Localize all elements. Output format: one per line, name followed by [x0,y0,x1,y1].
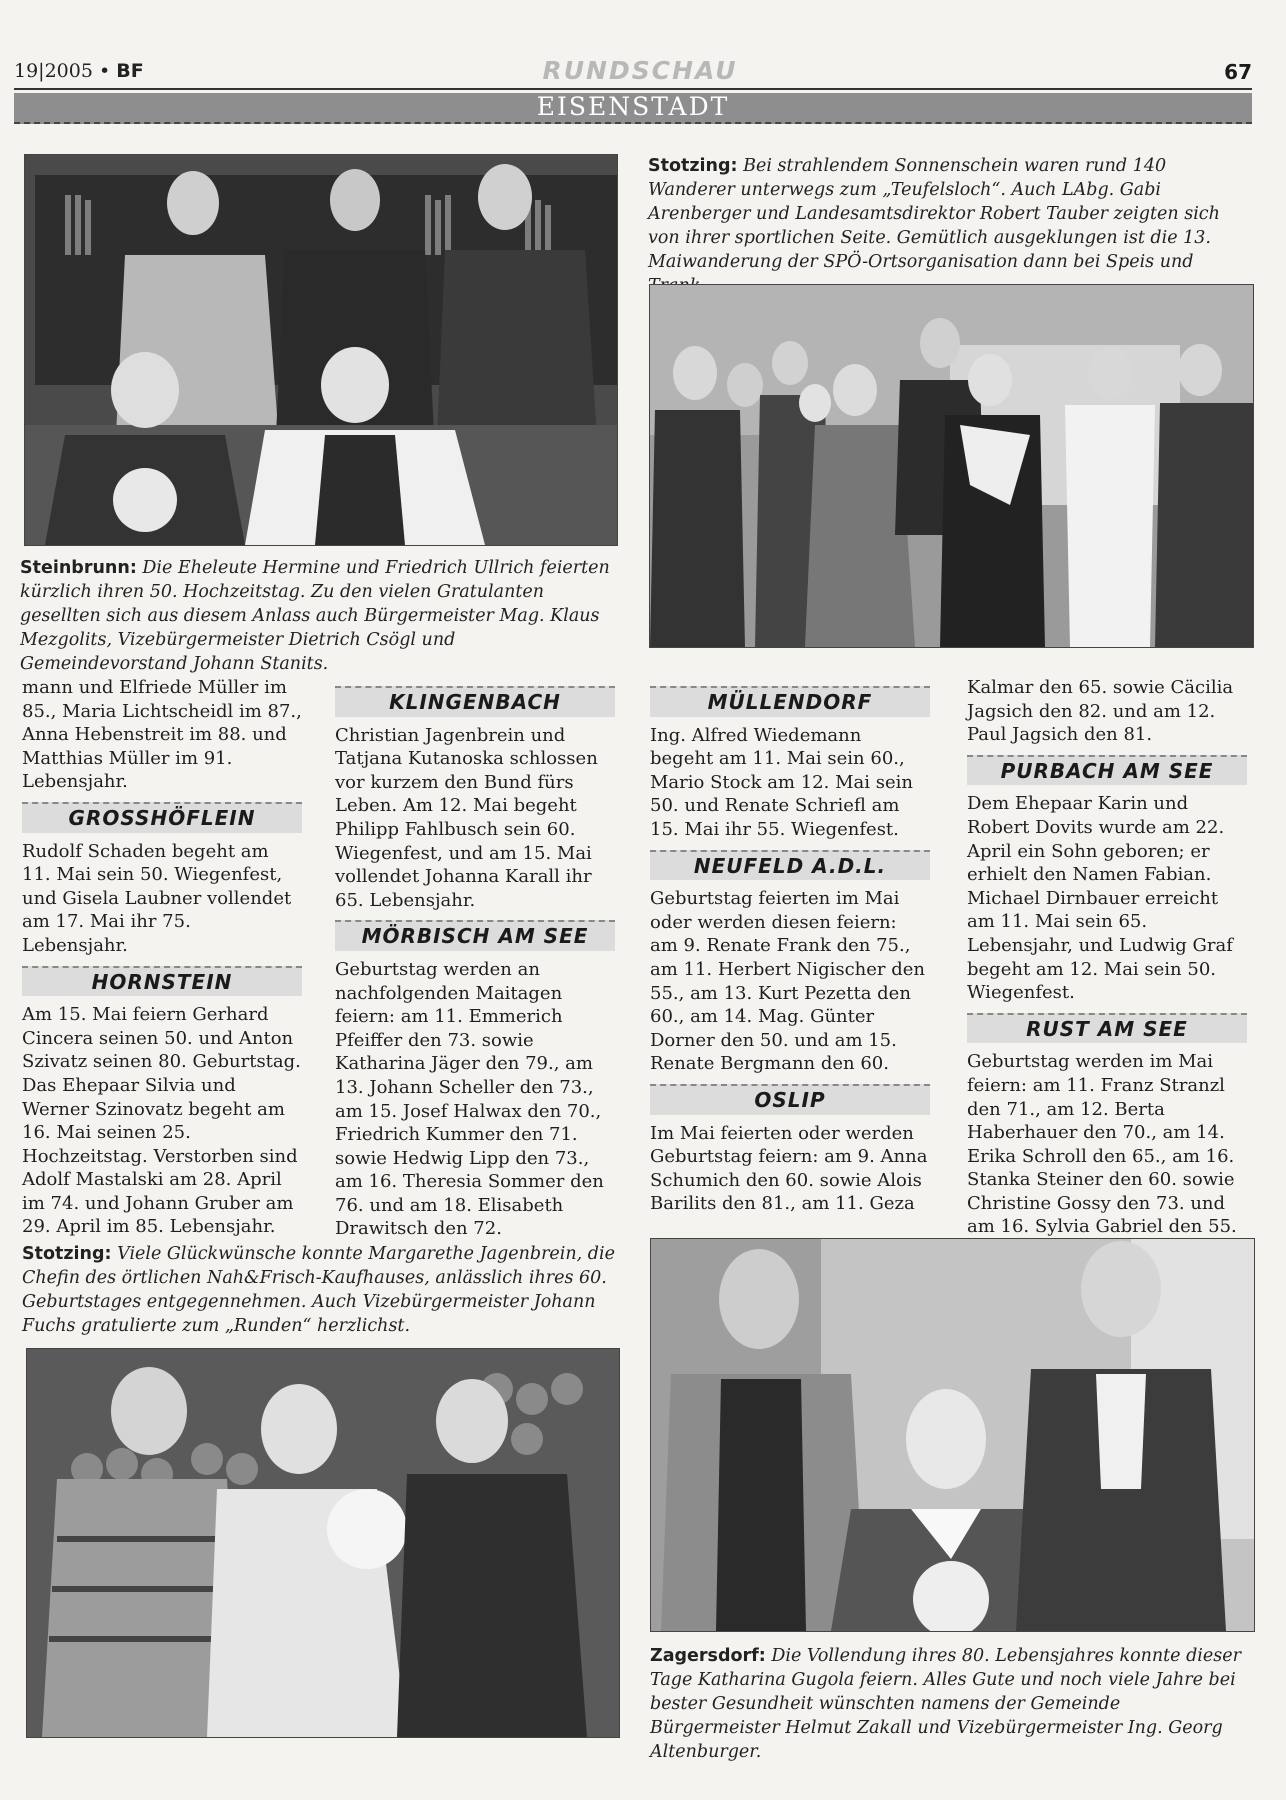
article-oslip: Im Mai feierten oder werden Geburtstag feiern: am 9. Anna Schumich den 60. sowie Alois Barilits den 81., am 11. Geza [650,1122,928,1215]
article-hornstein: Am 15. Mai feiern Gerhard Cincera seinen 50. und Anton Szivatz seinen 80. Geburtstag. Das Ehepaar Silvia und Werner Szinovatz begeht am 16. Mai seinen 25. Hochzeitstag. Verstorben sind Adolf Mastalski am 28. April im 74. und Johann Gruber am 29. April im 85. Lebensjahr. [22,1004,301,1238]
caption-place: Stotzing: [648,156,738,176]
photo-stotzing-geburtstag [26,1348,620,1738]
article-muellendorf: Ing. Alfred Wiedemann begeht am 11. Mai sein 60., Mario Stock am 12. Mai sein 50. und Renate Schriefl am 15. Mai ihr 55. Wiegenfest. [650,724,913,840]
issue-number: 19|2005 • [14,60,111,82]
heading-grosshoeflein: GROSSHÖFLEIN [22,802,302,833]
issue-info [14,60,144,82]
article-purbach: Dem Ehepaar Karin und Robert Dovits wurde am 22. April ein Sohn geboren; er erhielt den Namen Fabian. Michael Dirnbauer erreicht am 11. Mai sein 65. Lebensjahr, und Ludwig Graf begeht am 12. Mai sein 50. Wiegenfest. [967,793,1233,1004]
column-intro: mann und Elfriede Müller im 85., Maria Lichtscheidl im 87., Anna Hebenstreit im 88. und Matthias Müller im 91. Lebensjahr. [22,677,302,793]
caption-steinbrunn [20,556,620,676]
caption-place: Steinbrunn: [20,558,137,578]
caption-zagersdorf [650,1644,1252,1764]
column-4 [967,676,1247,1239]
article-grosshoeflein: Rudolf Schaden begeht am 11. Mai sein 50. Wiegenfest, und Gisela Laubner vollendet am 17. Mai ihr 75. Lebensjahr. [22,840,292,956]
photo-stotzing-wanderung [649,284,1254,648]
heading-rust: RUST AM SEE [967,1013,1247,1044]
caption-text: Die Eheleute Hermine und Friedrich Ullrich feierten kürzlich ihren 50. Hochzeitstag. Zu den vielen Gratulanten gesellten sich aus diesem Anlass auch Bürgermeister Mag. Klaus Mezgolits, Vizebürgermeister Dietrich Csögl und Gemeindevorstand Johann Stanits. [20,558,610,674]
caption-text: Die Vollendung ihres 80. Lebensjahres konnte dieser Tage Katharina Gugola feiern. Alles Gute und noch viele Jahre bei bester Gesundheit wünschten namens der Gemeinde Bürgermeister Helmut Zakall und Vizebürgermeister Ing. Georg Altenburger. [650,1646,1241,1762]
heading-purbach: PURBACH AM SEE [967,755,1247,786]
column-2 [335,686,615,1241]
heading-moerbisch: MÖRBISCH AM SEE [335,920,615,951]
publication-name: BF [116,60,144,82]
heading-muellendorf: MÜLLENDORF [650,686,930,717]
photo-zagersdorf [650,1238,1255,1632]
column-intro: Kalmar den 65. sowie Cäcilia Jagsich den 82. und am 12. Paul Jagsich den 81. [967,677,1234,746]
caption-text: Bei strahlendem Sonnenschein waren rund 140 Wanderer unterwegs zum „Teufelsloch“. Auch LAbg. Gabi Arenberger und Landesamtsdirektor Robert Tauber zeigten sich von ihrer sportlichen Seite. Gemütlich ausgeklungen ist die 13. Maiwanderung der SPÖ-Ortsorganisation dann bei Speis und [648,156,1220,272]
caption-text: Viele Glückwünsche konnte Margarethe Jagenbrein, die Chefin des örtlichen Nah&Frisch-Kaufhauses, anlässlich ihres 60. Geburtstages entgegennehmen. Auch Vizebürgermeister Johann Fuchs gratulierte zum „Runden“ herzlichst. [22,1244,615,1336]
heading-neufeld: NEUFELD A.D.L. [650,850,930,881]
article-rust: Geburtstag werden im Mai feiern: am 11. Franz Stranzl den 71., am 12. Berta Haberhauer den 70., am 14. Erika Schroll den 65., am 16. Stanka Steiner den 60. sowie Christine Gossy den 73. und am 16. Sylvia Gabriel den 55. [967,1051,1237,1238]
article-neufeld: Geburtstag feierten im Mai oder werden diesen feiern: am 9. Renate Frank den 75., am 11. Herbert Nigischer den 55., am 13. Kurt Pezetta den 60., am 14. Mag. Günter Dorner den 50. und am 15. Renate Bergmann den 60. [650,888,926,1075]
caption-stotzing-wanderung [648,154,1252,298]
heading-hornstein: HORNSTEIN [22,966,302,997]
caption-place: Zagersdorf: [650,1646,766,1666]
caption-place: Stotzing: [22,1244,112,1264]
article-klingenbach: Christian Jagenbrein und Tatjana Kutanoska schlossen vor kurzem den Bund fürs Leben. Am 12. Mai begeht Philipp Fahlbusch sein 60. Wiegenfest, und am 15. Mai vollendet Johanna Karall ihr 65. Lebensjahr. [335,724,598,911]
header-rule [14,88,1252,90]
column-3 [650,686,930,1216]
column-1 [22,676,302,1239]
photo-steinbrunn [24,154,618,546]
article-moerbisch: Geburtstag werden an nachfolgenden Maitagen feiern: am 11. Emmerich Pfeiffer den 73. sowie Katharina Jäger den 79., am 13. Johann Scheller den 73., am 15. Josef Halwax den 70., Friedrich Kummer den 71. sowie Hedwig Lipp den 73., am 16. Theresia Sommer den 76. und am 18. Elisabeth Drawitsch den 72. [335,958,604,1240]
page-number: 67 [1224,60,1252,84]
caption-stotzing-geburtstag [22,1242,622,1338]
heading-klingenbach: KLINGENBACH [335,686,615,717]
paper-title: RUNDSCHAU [542,56,738,85]
heading-oslip: OSLIP [650,1084,930,1115]
region-title: EISENSTADT [536,92,730,121]
